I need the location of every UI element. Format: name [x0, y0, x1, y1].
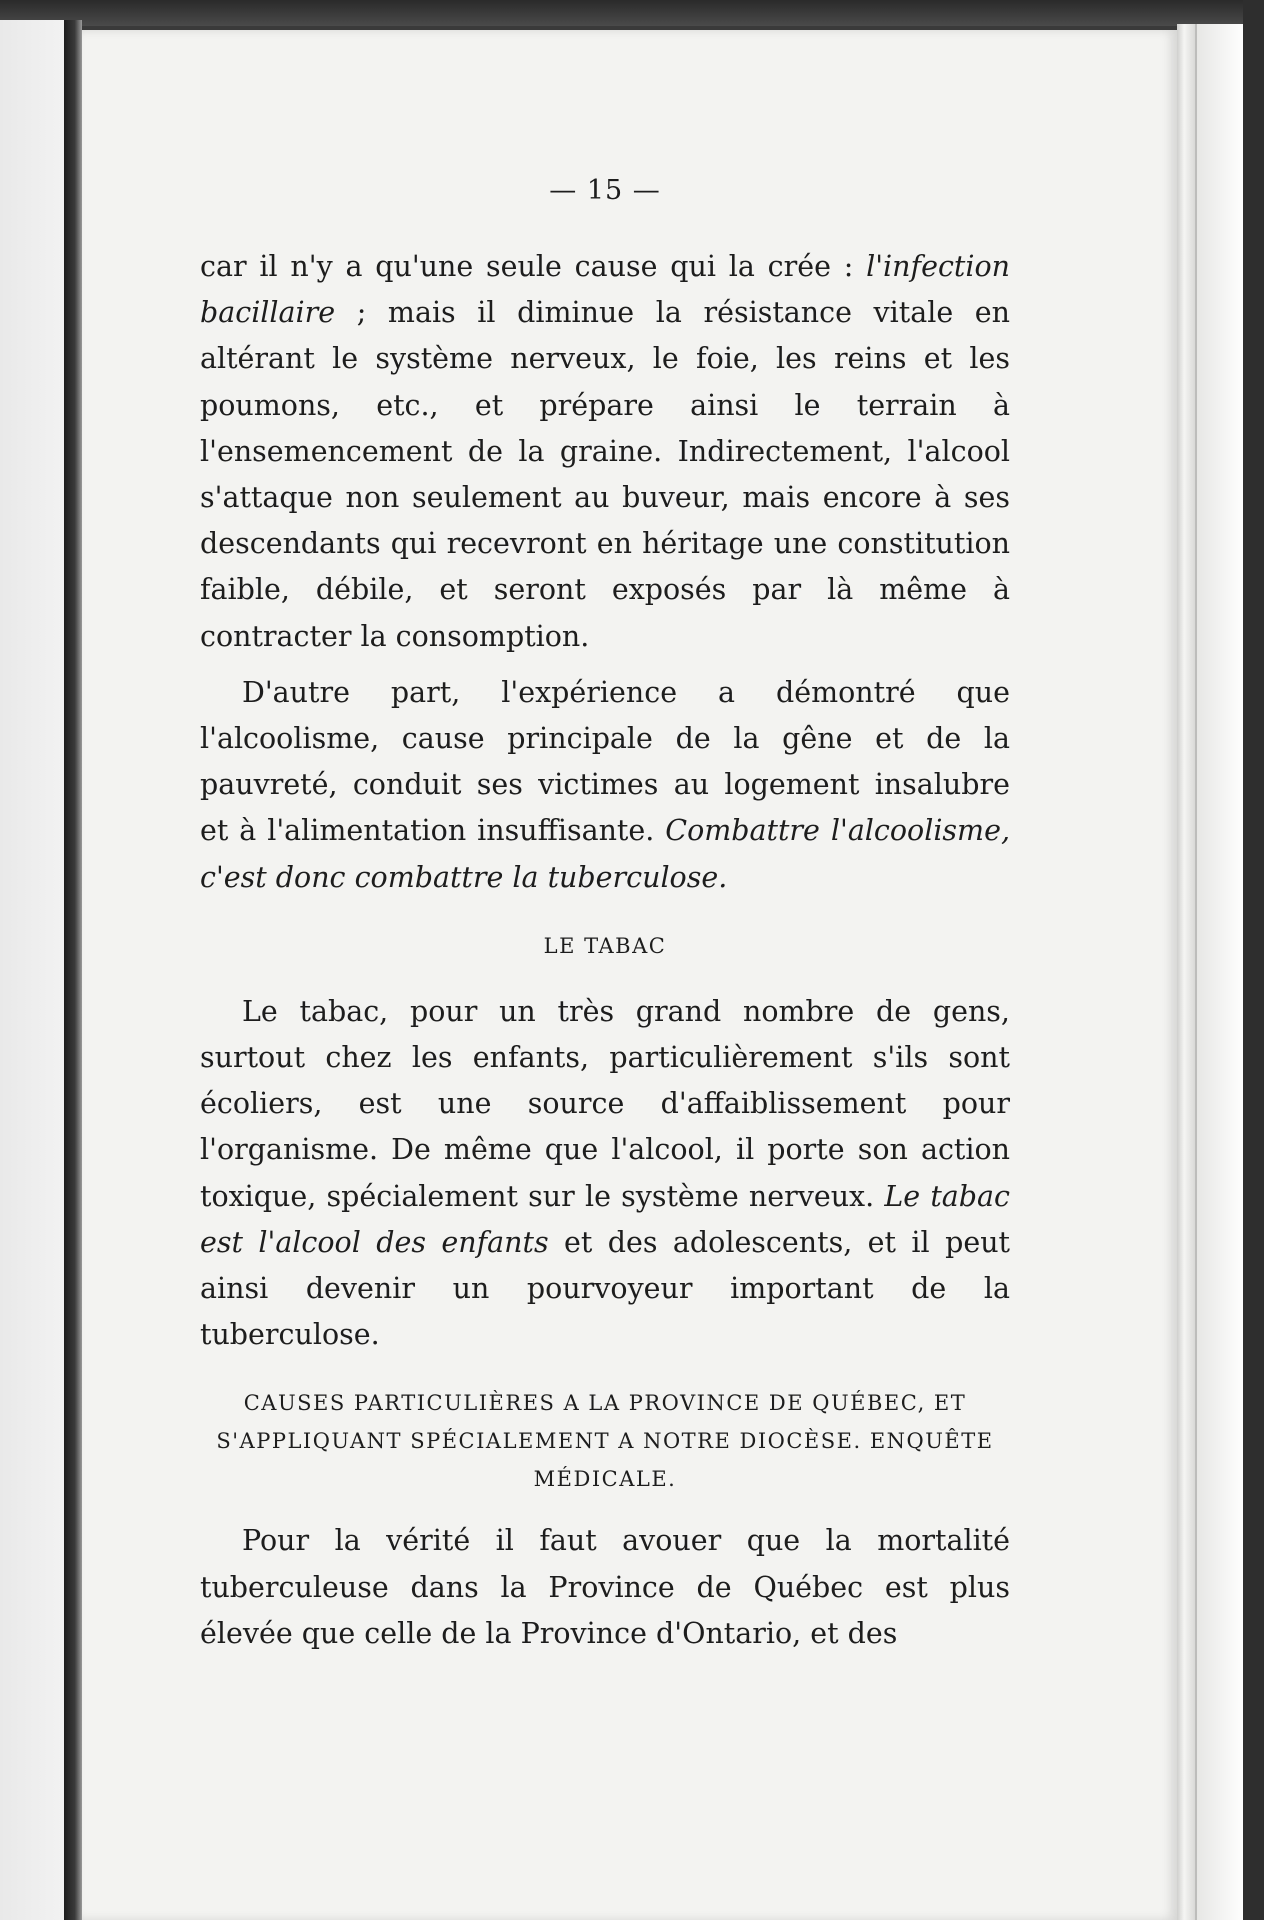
section-heading-causes: CAUSES PARTICULIÈRES A LA PROVINCE DE QUÉBEC, ET S'APPLIQUANT SPÉCIALEMENT A NOTRE DIOCÈSE. ENQUÊTE MÉDICALE. [216, 1391, 994, 1492]
text-run: et des adolescents, et il peut ainsi devenir un pourvoyeur important de la tuberculose. [200, 1225, 1010, 1352]
text-run: car il n'y a qu'une seule cause qui la crée : [200, 250, 867, 283]
text-run: ; mais il diminue la résistance vitale en altérant le système nerveux, le foie, les reins et les poumons, etc., et prépare ainsi le terrain à l'ensemencement de la graine. Indirectement, l'alcool s'attaque non seulement au buveur, mais encore à ses descendants qui recevront en héritage une constitution faible, débile, et seront exposés par là même à contracter la consomption. [200, 296, 1010, 653]
italic-run: l'infection bacillaire [200, 250, 1010, 330]
page-text-column [200, 168, 1010, 1657]
scan-top-edge [0, 0, 1264, 26]
italic-run: Le tabac est l'alcool des enfants [200, 1179, 1010, 1259]
section-heading-tabac: LE TABAC [543, 933, 667, 958]
paragraph [200, 670, 1010, 901]
text-run: Pour la vérité il faut avouer que la mortalité tuberculeuse dans la Province de Québec est plus élevée que celle de la Province d'Ontario, et des [200, 1524, 1010, 1650]
italic-run: Combattre l'alcoolisme, c'est donc combattre la tuberculose. [200, 814, 1011, 894]
next-page-edge [1195, 24, 1245, 1920]
paragraph [200, 1518, 1010, 1657]
scan-right-edge [1243, 0, 1264, 1920]
page-number: — 15 — [549, 175, 661, 206]
paragraph [200, 989, 1010, 1359]
text-run: Le tabac, pour un très grand nombre de gens, surtout chez les enfants, particulièrement s'ils sont écoliers, est une source d'affaiblissement pour l'organisme. De même que l'alcool, il porte son action toxique, spécialement sur le système nerveux. [200, 994, 1010, 1213]
previous-page-sliver [0, 20, 64, 1920]
page-edge [1177, 24, 1195, 1920]
paragraph [200, 244, 1010, 660]
book-binding-shadow [64, 20, 82, 1920]
text-run: D'autre part, l'expérience a démontré que l'alcoolisme, cause principale de la gêne et de la pauvreté, conduit ses victimes au logement insalubre et à l'alimentation insuffisante. [200, 675, 1010, 848]
